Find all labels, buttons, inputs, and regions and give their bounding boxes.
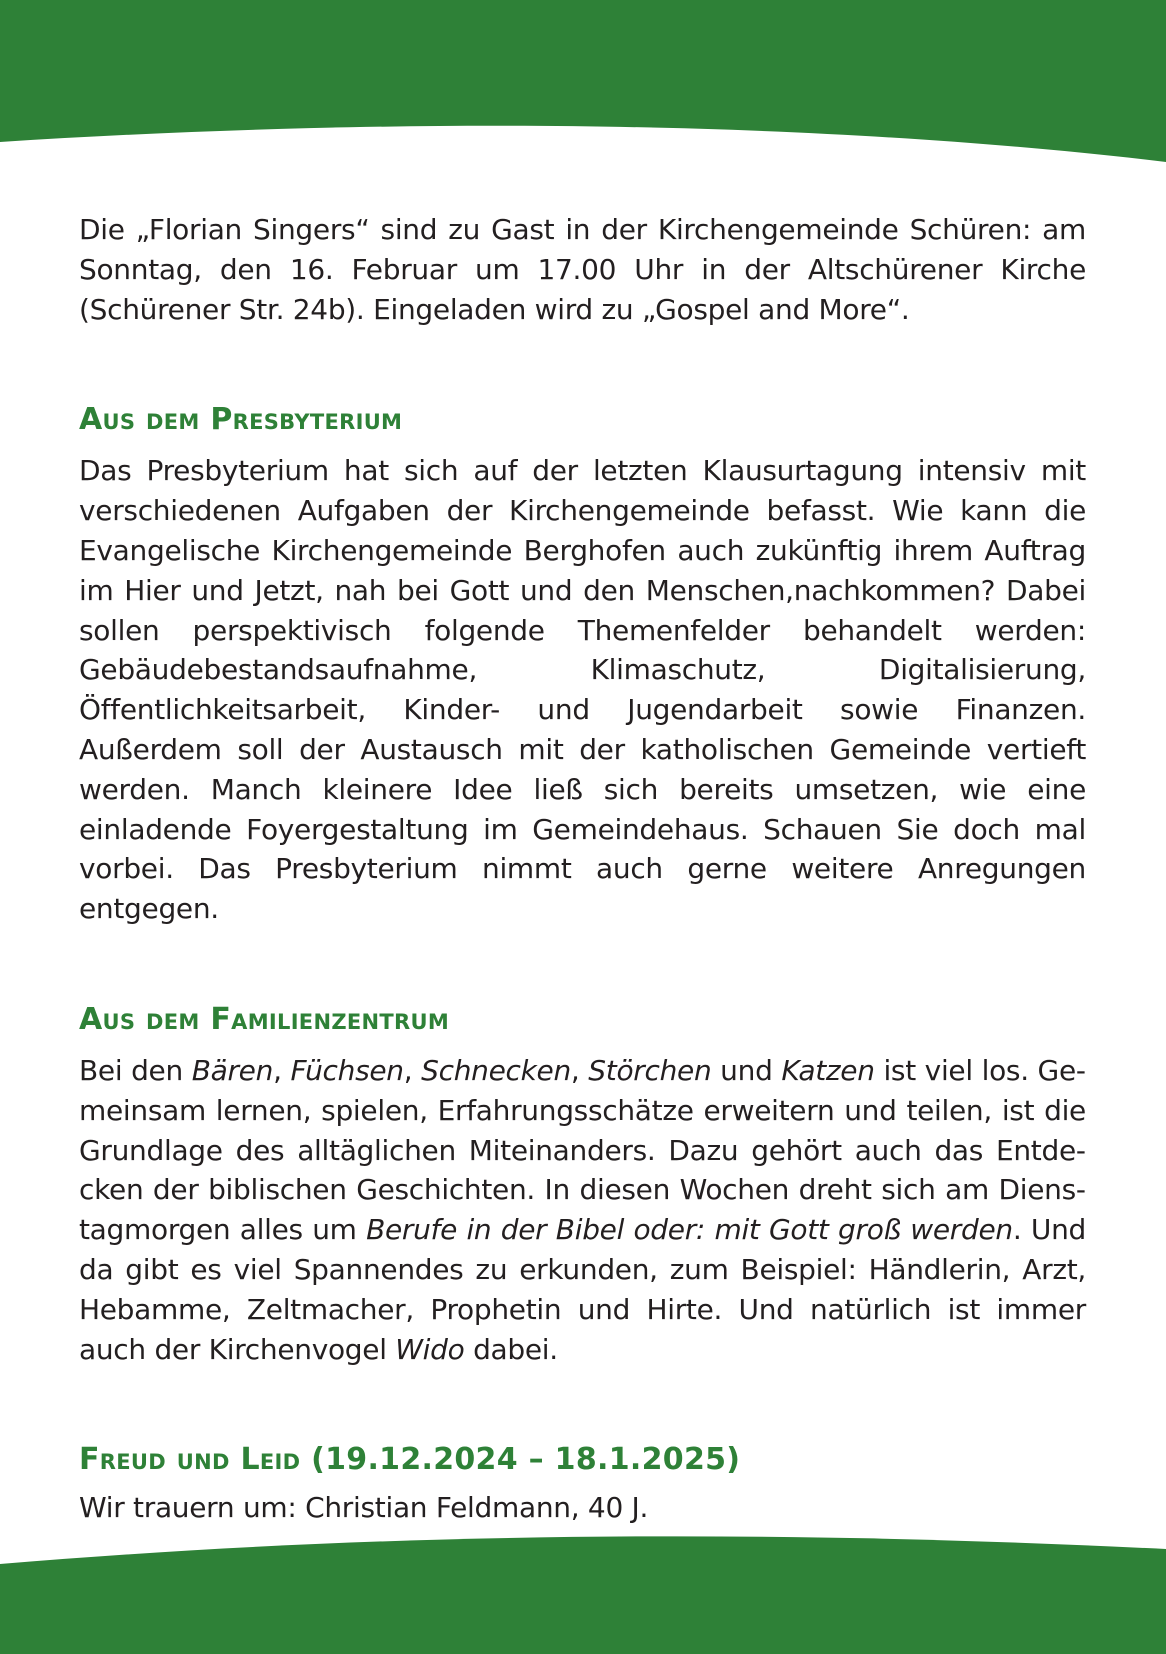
group-name-fuechse: Füchsen [290,1053,404,1087]
intro-paragraph: Die „Florian Singers“ sind zu Gast in der Kirchengemeinde Schüren: am Sonntag, den 16. Februar um 17.00 Uhr in der Altschürener Kirche (Schürener Str. 24b). Eingeladen wird zu „Gospel and More“. [79,213,1086,326]
presbyterium-heading: Aus dem Presbyterium [79,402,403,438]
text-run: ist viel los. Gemeinsam lernen, spielen, Erfahrungsschätze erweitern und teilen, ist die Grundlage des alltäglichen Miteinanders. Dazu gehört auch das Entdecken der biblischen Geschichten. In diesen Wochen dreht sich am Dienstagmorgen alles um [79,1053,1086,1247]
text-run: Bei den [79,1053,192,1087]
text-run: , [570,1053,589,1087]
text-run: dabei. [464,1332,558,1366]
group-name-katzen: Katzen [781,1053,875,1087]
familienzentrum-paragraph [79,1051,1086,1369]
freud-und-leid-heading: Freud und Leid (19.12.2024 – 18.1.2025) [79,1442,741,1478]
presbyterium-paragraph: Das Presbyterium hat sich auf der letzten Klausurtagung intensiv mit verschiedenen Aufgaben der Kirchengemeinde befasst. Wie kann die Evangelische Kirchengemeinde Berghofen auch zukünftig ihrem Auftrag im Hier und Jetzt, nah bei Gott und den Menschen,nachkommen? Dabei sollen perspektivisch folgende Themenfelder behandelt werden: Gebäudebestandsaufnahme, Klimaschutz, Digitalisierung, Öffentlichkeitsarbeit, Kinder- und Jugendarbeit sowie Finanzen. Außerdem soll der Austausch mit der katholischen Gemeinde vertieft werden. Manch kleinere Idee ließ sich bereits umsetzen, wie eine einladende Foyergestaltung im Gemeindehaus. Schauen Sie doch mal vorbei. Das Presbyterium nimmt auch gerne weitere Anregungen entgegen. [79,454,1086,926]
text-run: und [711,1053,782,1087]
text-run: , [273,1053,291,1087]
bottom-green-wave [0,1519,1166,1654]
freud-und-leid-paragraph: Wir trauern um: Christian Feldmann, 40 J. [79,1491,649,1525]
group-name-baeren: Bären [191,1053,274,1087]
page-content [79,210,1086,1528]
top-green-wave [0,0,1166,170]
familienzentrum-heading: Aus dem Familienzentrum [79,1001,450,1037]
mascot-name: Wido [395,1332,465,1366]
text-run: , [403,1053,422,1087]
text-run: . Und da gibt es viel Spannendes zu erkunden, zum Beispiel: Händlerin, Arzt, Hebamme, Zeltmacher, Prophetin und Hirte. Und natürlich ist immer auch der Kirchenvogel [79,1213,1086,1366]
theme-title: Berufe in der Bibel oder: mit Gott groß werden [366,1213,1013,1247]
group-name-schnecken: Schnecken [421,1053,571,1087]
group-name-stoerche: Störchen [588,1053,712,1087]
